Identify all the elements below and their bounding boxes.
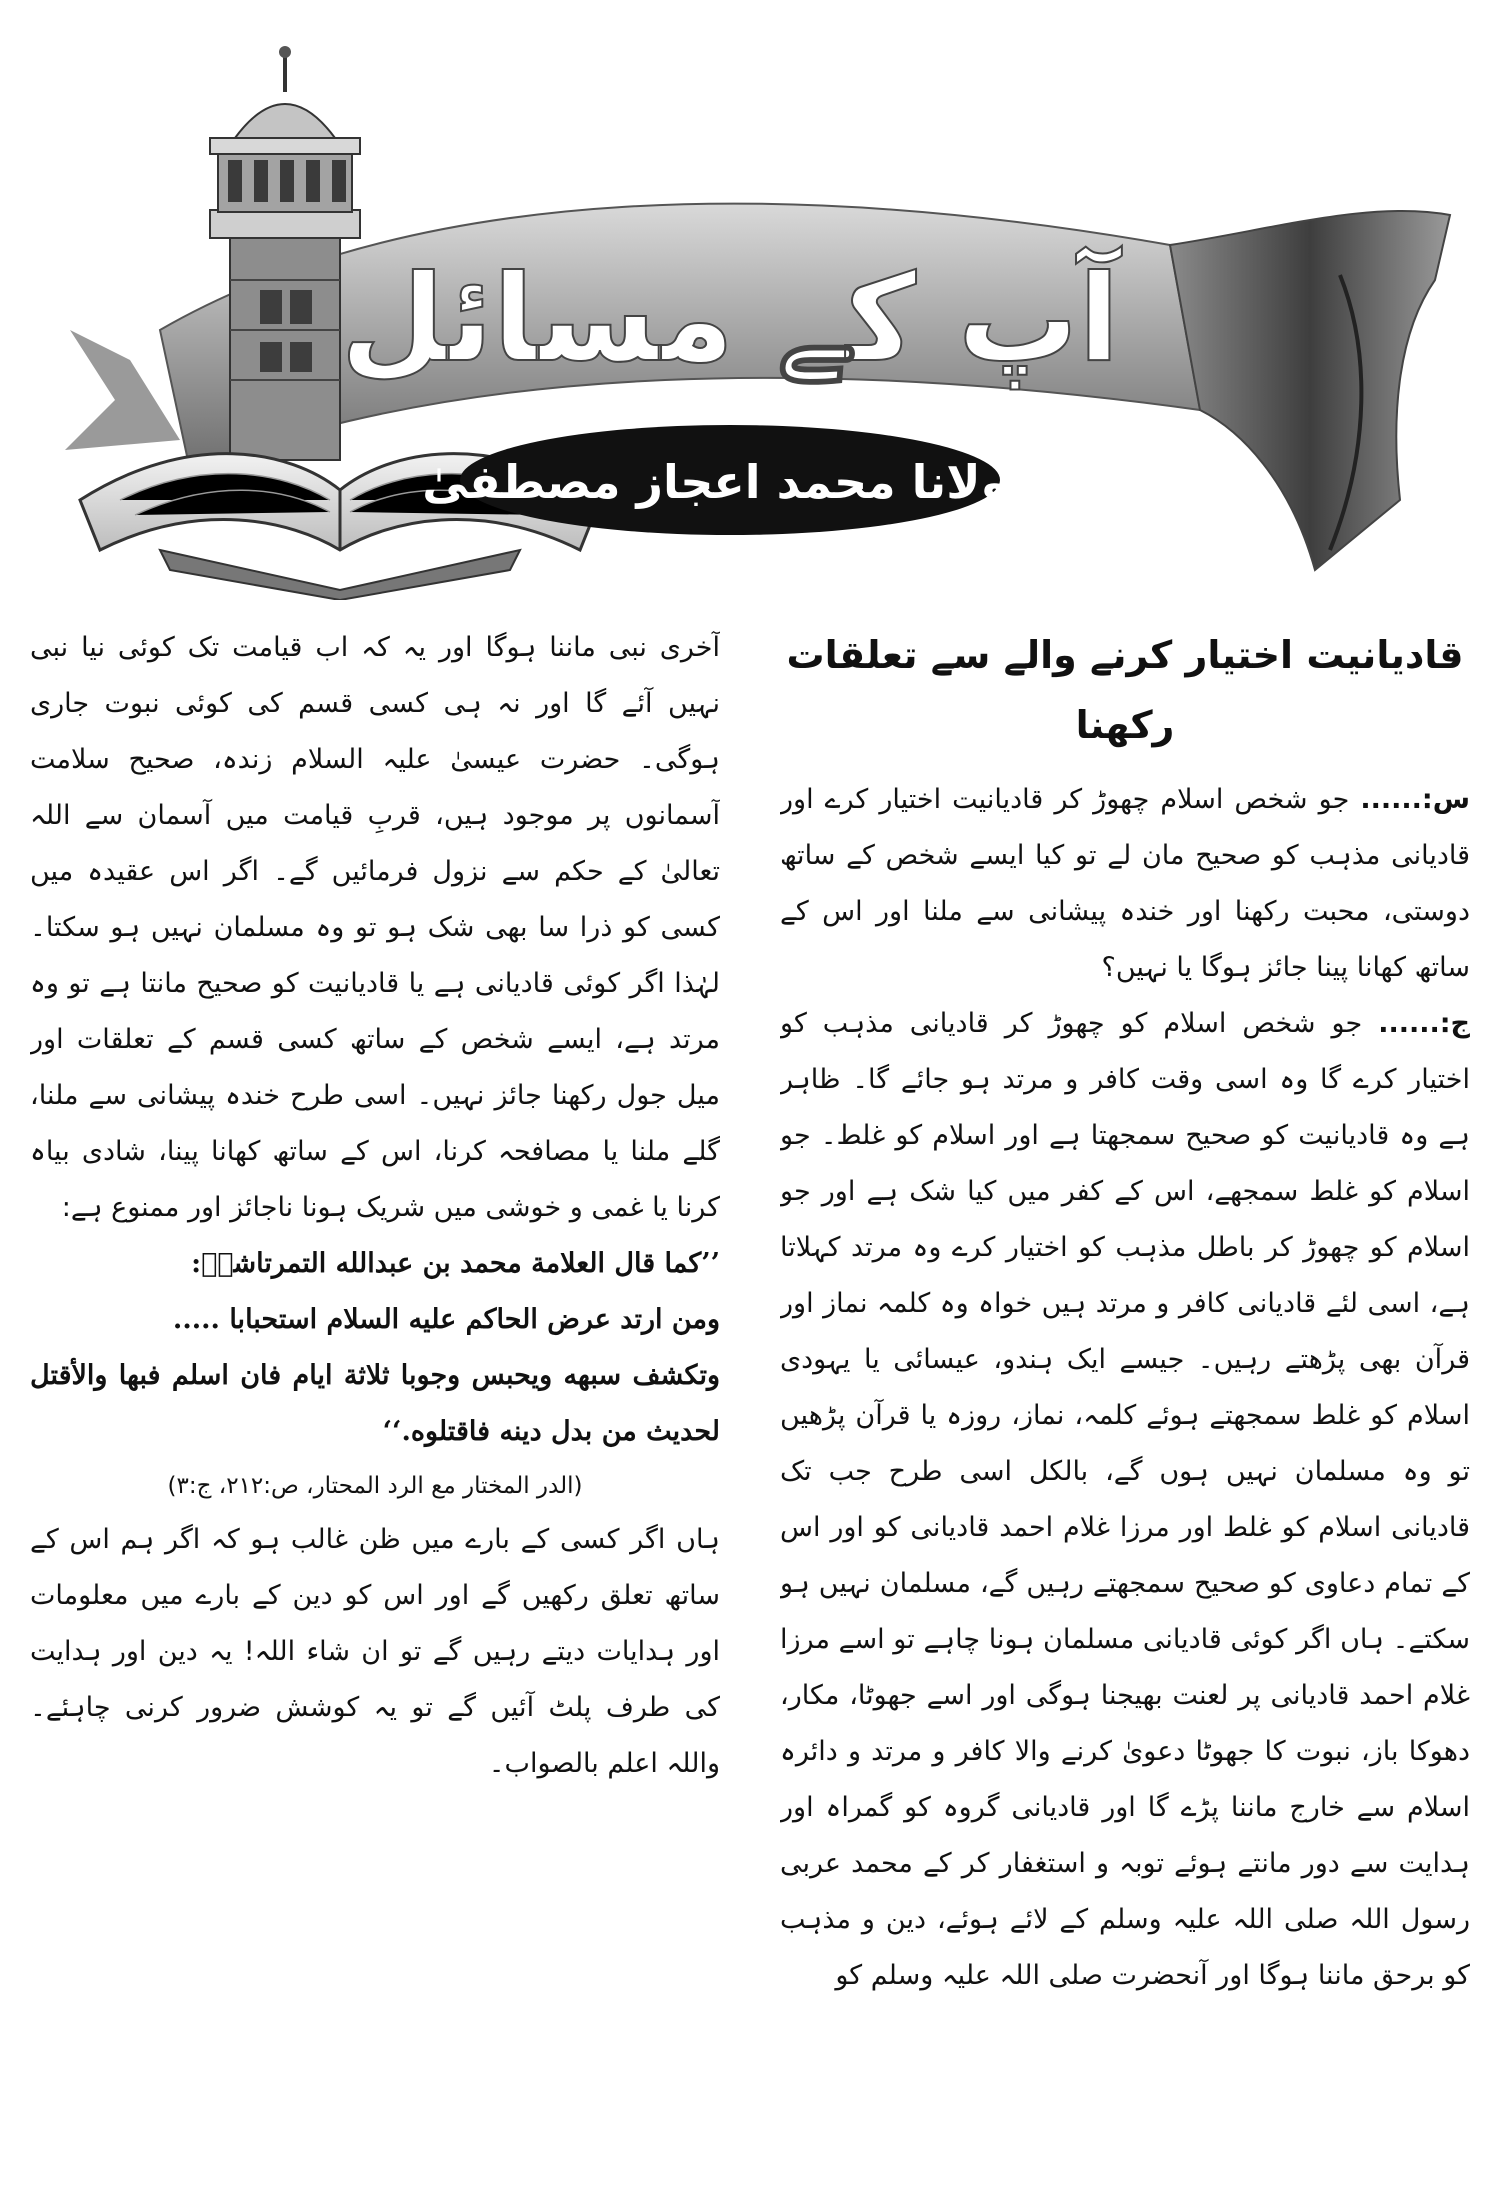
masthead — [40, 30, 1470, 600]
question-label: س:...... — [1360, 784, 1470, 815]
arabic-quote-line: ومن ارتد عرض الحاكم عليه السلام استحبابا ..... — [172, 1304, 720, 1335]
article-column-left — [30, 620, 720, 2180]
answer-text: جو شخص اسلام کو چھوڑ کر قادیانی مذہب کو اختیار کرے گا وہ اسی وقت کافر و مرتد ہو جائے گا۔ ظاہر ہے وہ قادیانیت کو صحیح سمجھتا ہے اور اسلام کو غلط۔ جو اسلام کو غلط سمجھے، اس کے کفر میں کیا شک ہے اور جو اسلام کو چھوڑ کر باطل مذہب کو اختیار کرے وہ مرتد کہلاتا ہے، اسی لئے قادیانی کافر و مرتد ہیں خواہ وہ کلمہ نماز اور قرآن بھی پڑھتے رہیں۔ جیسے ایک ہندو، عیسائی یا یہودی اسلام کو غلط سمجھتے ہوئے کلمہ، نماز، روزہ یا قرآن پڑھیں تو وہ مسلمان نہیں ہوں گے، بالکل اسی طرح جب تک قادیانی اسلام کو غلط اور مرزا غلام احمد قادیانی کو اور اس کے تمام دعاوی کو صحیح سمجھتے رہیں گے، مسلمان نہیں ہو سکتے۔ ہاں اگر کوئی قادیانی مسلمان ہونا چاہے تو اسے مرزا غلام احمد قادیانی پر لعنت بھیجنا ہوگی اور اسے جھوٹا، مکار، دھوکا باز، نبوت کا جھوٹا دعویٰ کرنے والا کافر و مرتد و دائرہ اسلام سے خارج ماننا پڑے گا اور قادیانی گروہ کو گمراہ اور ہدایت سے دور مانتے ہوئے توبہ و استغفار کر کے محمد عربی رسول اللہ صلی اللہ علیہ وسلم کے لائے ہوئے، دین و مذہب کو برحق ماننا ہوگا اور آنحضرت صلی اللہ علیہ وسلم کو — [780, 1008, 1470, 1991]
column-title: آپ کے مسائل — [340, 250, 1120, 389]
answer-label: ج:...... — [1378, 1008, 1470, 1039]
question-text: جو شخص اسلام چھوڑ کر قادیانیت اختیار کرے اور قادیانی مذہب کو صحیح مان لے تو کیا ایسے شخص کے ساتھ دوستی، محبت رکھنا اور خندہ پیشانی سے ملنا اور اس کے ساتھ کھانا پینا جائز ہوگا یا نہیں؟ — [780, 784, 1470, 983]
question-paragraph — [780, 772, 1470, 996]
arabic-quote-intro: ’’كما قال العلامة محمد بن عبدالله التمرتاشيؒ: — [191, 1248, 720, 1279]
answer-continuation: آخری نبی ماننا ہوگا اور یہ کہ اب قیامت تک کوئی نیا نبی نہیں آئے گا اور نہ ہی کسی قسم کی کوئی نبوت جاری ہوگی۔ حضرت عیسیٰ علیہ السلام زندہ، صحیح سلامت آسمانوں پر موجود ہیں، قربِ قیامت میں آسمان سے اللہ تعالیٰ کے حکم سے نزول فرمائیں گے۔ اگر اس عقیدہ میں کسی کو ذرا سا بھی شک ہو تو وہ مسلمان نہیں ہو سکتا۔ لہٰذا اگر کوئی قادیانی ہے یا قادیانیت کو صحیح مانتا ہے تو وہ مرتد ہے، ایسے شخص کے ساتھ کسی قسم کے تعلقات اور میل جول رکھنا جائز نہیں۔ اسی طرح خندہ پیشانی سے ملنا، گلے ملنا یا مصافحہ کرنا، اس کے ساتھ کھانا پینا، شادی بیاہ کرنا یا غمی و خوشی میں شریک ہونا ناجائز اور ممنوع ہے: — [30, 632, 720, 1223]
ribbon-left-tail — [65, 330, 180, 450]
closing-paragraph: ہاں اگر کسی کے بارے میں ظن غالب ہو کہ اگر ہم اس کے ساتھ تعلق رکھیں گے اور اس کو دین کے بارے میں معلومات اور ہدایات دیتے رہیں گے تو ان شاء اللہ! یہ دین اور ہدایت کی طرف پلٹ آئیں گے تو یہ کوشش ضرور کرنی چاہئے۔ واللہ اعلم بالصواب۔ — [30, 1524, 720, 1779]
arabic-quote-line: وتكشف سبهه ويحبس وجوبا ثلاثة ايام فان اسلم فبها والأقتل لحديث من بدل دينه فاقتلوه.‘‘ — [30, 1360, 720, 1447]
author-name: مولانا محمد اعجاز مصطفیٰ — [422, 455, 1038, 509]
minaret-icon — [210, 46, 360, 460]
answer-paragraph — [780, 996, 1470, 2004]
masthead-graphic — [40, 30, 1470, 600]
article-column-right — [780, 620, 1470, 2180]
ribbon-right-curl — [1170, 211, 1450, 570]
citation: (الدر المختار مع الرد المحتار، ص:۲۱۲، ج:۳) — [167, 1473, 583, 1499]
article-title: قادیانیت اختیار کرنے والے سے تعلقات رکھنا — [786, 633, 1464, 747]
